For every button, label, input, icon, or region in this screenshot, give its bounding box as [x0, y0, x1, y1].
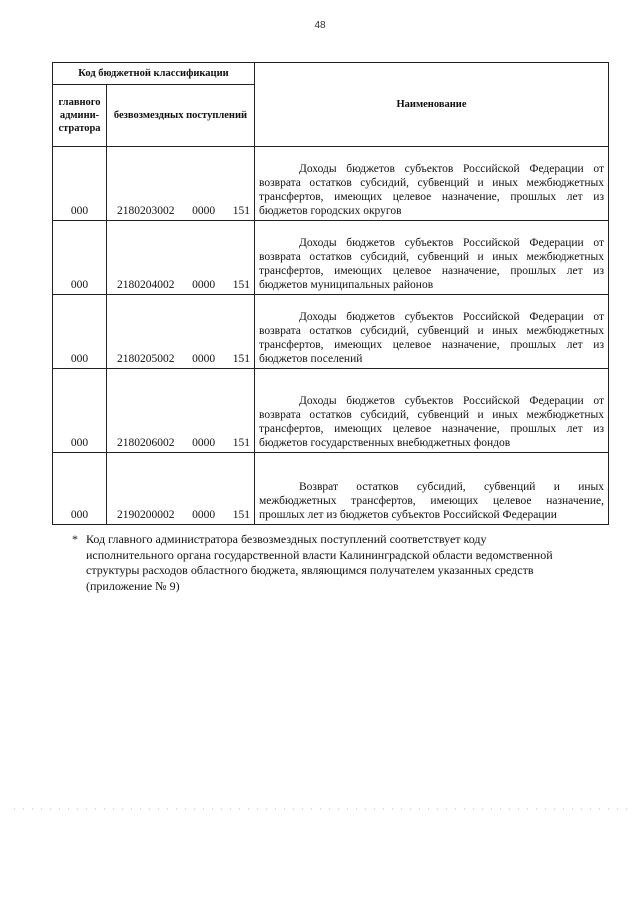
- code-main: 2180204002: [117, 279, 175, 291]
- page-number: 48: [314, 20, 326, 31]
- name-text: Доходы бюджетов субъектов Российской Федерации от возврата остатков субсидий, субвенций и иных межбюджетных трансфертов, имеющих целевое назначение, прошлых лет из бюджетов государственных внебюджетных фондов: [259, 395, 604, 449]
- code-main: 2190200002: [117, 509, 175, 521]
- table-row: [53, 147, 609, 221]
- table-header-row: [53, 63, 609, 85]
- code-end: 151: [232, 279, 250, 291]
- code-mid: 0000: [192, 205, 216, 217]
- name-text: Доходы бюджетов субъектов Российской Федерации от возврата остатков субсидий, субвенций и иных межбюджетных трансфертов, имеющих целевое назначение, прошлых лет из бюджетов поселений: [259, 311, 604, 365]
- name-cell: [255, 453, 609, 525]
- admin-code-cell: 000: [53, 369, 107, 453]
- name-text: Доходы бюджетов субъектов Российской Федерации от возврата остатков субсидий, субвенций и иных межбюджетных трансфертов, имеющих целевое назначение, прошлых лет из бюджетов городских округов: [259, 163, 604, 217]
- receipt-code-cell: [107, 221, 255, 295]
- table-row: [53, 369, 609, 453]
- code-mid: 0000: [192, 279, 216, 291]
- code-end: 151: [232, 509, 250, 521]
- name-text: Доходы бюджетов субъектов Российской Федерации от возврата остатков субсидий, субвенций и иных межбюджетных трансфертов, имеющих целевое назначение, прошлых лет из бюджетов муниципальных районов: [259, 237, 604, 291]
- name-column-header: Наименование: [255, 63, 609, 147]
- receipt-code-cell: [107, 295, 255, 369]
- budget-classification-table: [52, 62, 609, 525]
- budget-code-group-header: Код бюджетной классификации: [53, 63, 255, 85]
- receipt-code-cell: [107, 147, 255, 221]
- code-main: 2180205002: [117, 353, 175, 365]
- footnote-text: Код главного администратора безвозмездных поступлений соответствует коду исполнительного органа государственной власти Калининградской области ведомственной структуры расходов областного бюджета, являющимся получателем указанных средств (приложение № 9): [86, 532, 553, 593]
- admin-column-header: главного админи-стратора: [53, 85, 107, 147]
- table-row: [53, 295, 609, 369]
- name-text: Возврат остатков субсидий, субвенций и иных межбюджетных трансфертов, имеющих целевое назначение, прошлых лет из бюджетов субъектов Российской Федерации: [259, 481, 604, 521]
- admin-code-cell: 000: [53, 295, 107, 369]
- receipts-column-header: безвозмездных поступлений: [107, 85, 255, 147]
- receipt-code-cell: [107, 453, 255, 525]
- code-main: 2180206002: [117, 437, 175, 449]
- receipt-code-cell: [107, 369, 255, 453]
- code-end: 151: [232, 437, 250, 449]
- name-cell: [255, 221, 609, 295]
- admin-code-cell: 000: [53, 453, 107, 525]
- name-cell: [255, 295, 609, 369]
- code-main: 2180203002: [117, 205, 175, 217]
- admin-code-cell: 000: [53, 147, 107, 221]
- scan-specks: [10, 808, 630, 810]
- code-mid: 0000: [192, 437, 216, 449]
- table-row: [53, 453, 609, 525]
- code-end: 151: [232, 205, 250, 217]
- name-cell: [255, 147, 609, 221]
- code-mid: 0000: [192, 353, 216, 365]
- footnote-marker: *: [72, 532, 78, 546]
- admin-code-cell: 000: [53, 221, 107, 295]
- footnote: [72, 532, 566, 594]
- code-end: 151: [232, 353, 250, 365]
- table-row: [53, 221, 609, 295]
- code-mid: 0000: [192, 509, 216, 521]
- name-cell: [255, 369, 609, 453]
